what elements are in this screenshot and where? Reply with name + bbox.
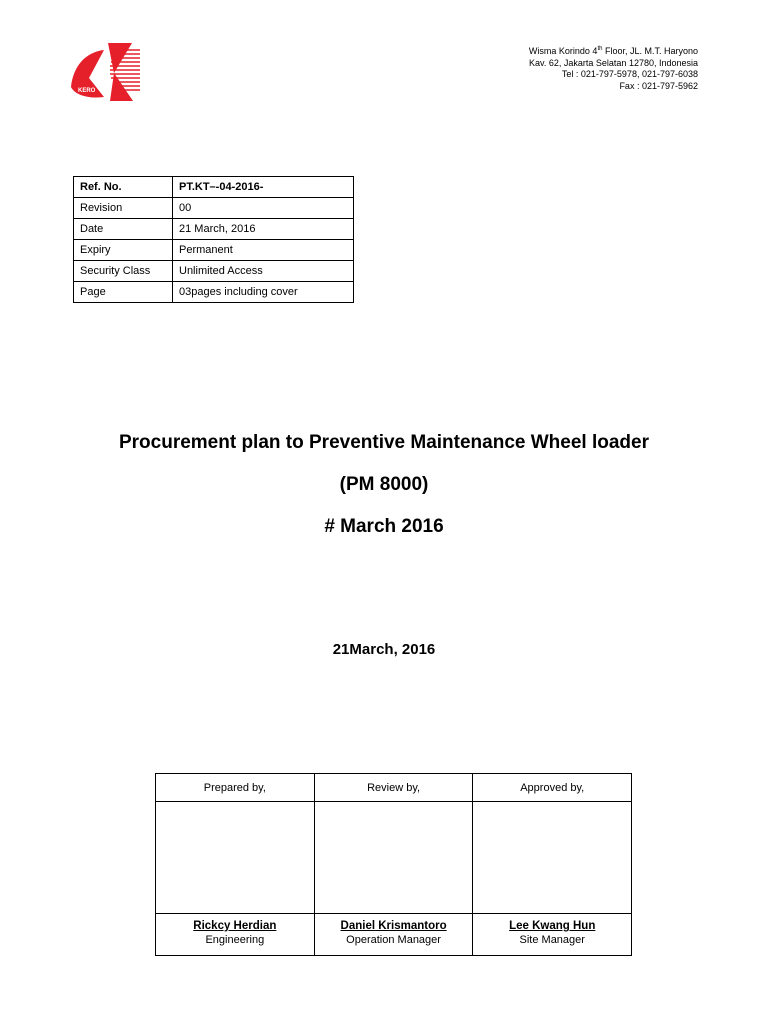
address-tel: Tel : 021-797-5978, 021-797-6038	[561, 69, 698, 79]
info-value: 03pages including cover	[173, 282, 354, 303]
info-value: 21 March, 2016	[173, 219, 354, 240]
info-row-date	[74, 219, 354, 240]
title-line-2: (PM 8000)	[339, 474, 429, 495]
company-logo	[68, 40, 142, 106]
info-value: Permanent	[173, 240, 354, 261]
signature-box	[156, 802, 315, 914]
info-key: Page	[74, 282, 173, 303]
reviewer-name: Daniel Krismantoro	[340, 920, 447, 932]
info-row-page	[74, 282, 354, 303]
approved-by-label: Approved by,	[473, 774, 632, 802]
title-line-3: # March 2016	[324, 516, 444, 537]
info-row-revision	[74, 198, 354, 219]
preparer-role: Engineering	[156, 932, 315, 956]
svg-text:KERO: KERO	[78, 88, 96, 94]
info-row-ref-no	[74, 177, 354, 198]
info-key: Revision	[74, 198, 173, 219]
signatory-name-row	[156, 914, 632, 933]
info-value: PT.KT–-04-2016-	[173, 177, 354, 198]
prepared-by-label: Prepared by,	[156, 774, 315, 802]
signature-space-row	[156, 802, 632, 914]
approver-name: Lee Kwang Hun	[509, 920, 596, 932]
approver-role: Site Manager	[473, 932, 632, 956]
info-value: Unlimited Access	[173, 261, 354, 282]
signature-box	[473, 802, 632, 914]
info-row-security-class	[74, 261, 354, 282]
info-key: Security Class	[74, 261, 173, 282]
info-value: 00	[173, 198, 354, 219]
address-fax: Fax : 021-797-5962	[619, 80, 698, 91]
signature-table	[155, 773, 632, 956]
info-key: Date	[74, 219, 173, 240]
info-key: Ref. No.	[74, 177, 173, 198]
title-line-1: Procurement plan to Preventive Maintenance Wheel loader	[118, 432, 650, 453]
address-line-2: Kav. 62, Jakarta Selatan 12780, Indonesia	[529, 57, 698, 68]
preparer-name: Rickcy Herdian	[193, 920, 277, 932]
signature-header-row	[156, 774, 632, 802]
address-line-1: Wisma Korindo 4th Floor, JL. M.T. Haryono	[528, 46, 698, 56]
reviewer-role: Operation Manager	[314, 932, 473, 956]
document-date: 21March, 2016	[332, 641, 436, 658]
company-address	[378, 46, 698, 92]
info-key: Expiry	[74, 240, 173, 261]
signatory-role-row	[156, 932, 632, 956]
document-title	[0, 428, 768, 554]
signature-box	[314, 802, 473, 914]
document-info-table	[73, 176, 354, 303]
info-row-expiry	[74, 240, 354, 261]
review-by-label: Review by,	[314, 774, 473, 802]
